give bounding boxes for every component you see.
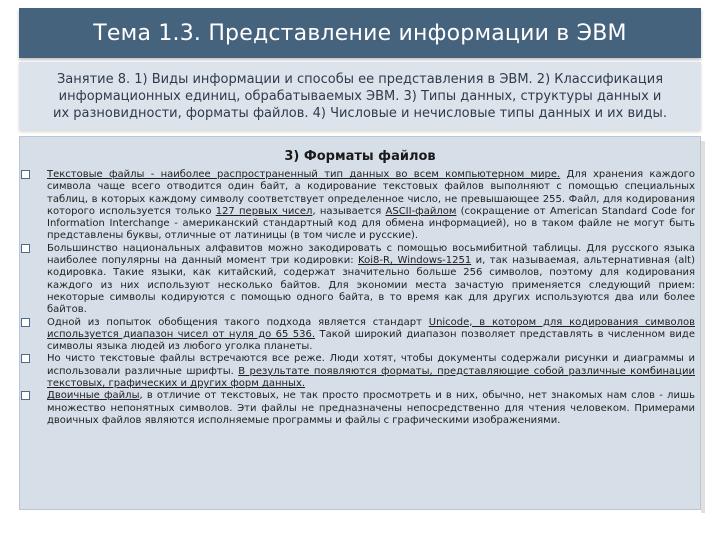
item-text: Большинство национальных алфавитов можно закодировать с помощью восьмибитной таблицы. Для русского языка наиболее популярны на данный момент три кодировки:	[47, 242, 695, 267]
underlined-text: 127 первых чисел	[215, 205, 313, 217]
slide-title: Тема 1.3. Представление информации в ЭВМ	[93, 20, 627, 46]
item-text: , в отличие от текстовых, не так просто просмотреть и в них, обычно, нет знакомых нам слов - лишь множество непонятных символов. Эти файлы не предназначены непосредственно для чтения человеком. Примерами двоичных файлов являются исполняемые программы и файлы с графическими изображениями.	[47, 390, 695, 426]
item-text: Но чисто текстовые файлы встречаются все реже. Люди хотят, чтобы документы содержали рисунки и диаграммы и использовали различные шрифты.	[47, 353, 695, 377]
bullet-list	[47, 169, 695, 427]
list-item	[47, 353, 695, 390]
underlined-text: Unicode, в котором для кодирования символов используется диапазон чисел от нуля до 65 536.	[47, 316, 695, 340]
title-bar	[19, 8, 701, 58]
item-text: Для хранения каждого символа чаще всего отводится один байт, а кодирование текстовых файлов выполняют с помощью специальных таблиц, в которых каждому символу соответствует определенное число, не превышающее 255. Файл, для кодирования которого используется только	[47, 169, 695, 217]
underlined-text: Двоичные файлы	[47, 390, 140, 402]
square-bullet-icon	[21, 244, 30, 253]
square-bullet-icon	[21, 354, 30, 363]
underlined-text: В результате появляются форматы, представляющие собой различные комбинации текстовых, графических и других форм данных.	[47, 365, 695, 390]
content-panel	[19, 136, 701, 510]
underlined-text: Текстовые файлы - наиболее распространенный тип данных во всем компьютерном мире.	[47, 169, 561, 180]
lesson-box	[19, 62, 701, 130]
list-item	[47, 243, 695, 317]
section-title: 3) Форматы файлов	[284, 149, 436, 164]
list-item	[47, 169, 695, 243]
list-item	[47, 390, 695, 427]
item-text: Такой широкий диапазон позволяет представлять в численном виде символы языка людей из любого уголка планеты.	[47, 328, 696, 353]
underlined-text: Koi8-R, Windows-1251	[358, 255, 472, 267]
item-text: (сокращение от American Standard Code for Information Interchange - американский стандартный код для обмена информацией), но в таком файле не могут быть представлены буквы, отличные от латиницы (в том числе и русские).	[47, 205, 695, 242]
list-item	[47, 317, 695, 354]
lesson-description: Занятие 8. 1) Виды информации и способы ее представления в ЭВМ. 2) Классификация информационных единиц, обрабатываемых ЭВМ. 3) Типы данных, структуры данных и их разновидности, форматы файлов. 4) Числовые и нечисловые типы данных и их виды.	[53, 71, 667, 121]
underlined-text: ASCII-файлом	[385, 205, 457, 217]
item-text: Одной из попыток обобщения такого подхода является стандарт	[47, 316, 429, 328]
square-bullet-icon	[21, 391, 30, 400]
square-bullet-icon	[21, 170, 30, 179]
item-text: и, так называемая, альтернативная (alt) кодировка. Такие языки, как китайский, содержат значительно больше 256 символов, поэтому для кодирования каждого из них используют несколько байтов. Для экономии места зачастую применяется следующий прием: некоторые символы кодируются с помощью одного байта, в то время как для других используются два или более байтов.	[47, 255, 695, 316]
square-bullet-icon	[21, 318, 30, 327]
item-text: , называется	[312, 205, 386, 217]
